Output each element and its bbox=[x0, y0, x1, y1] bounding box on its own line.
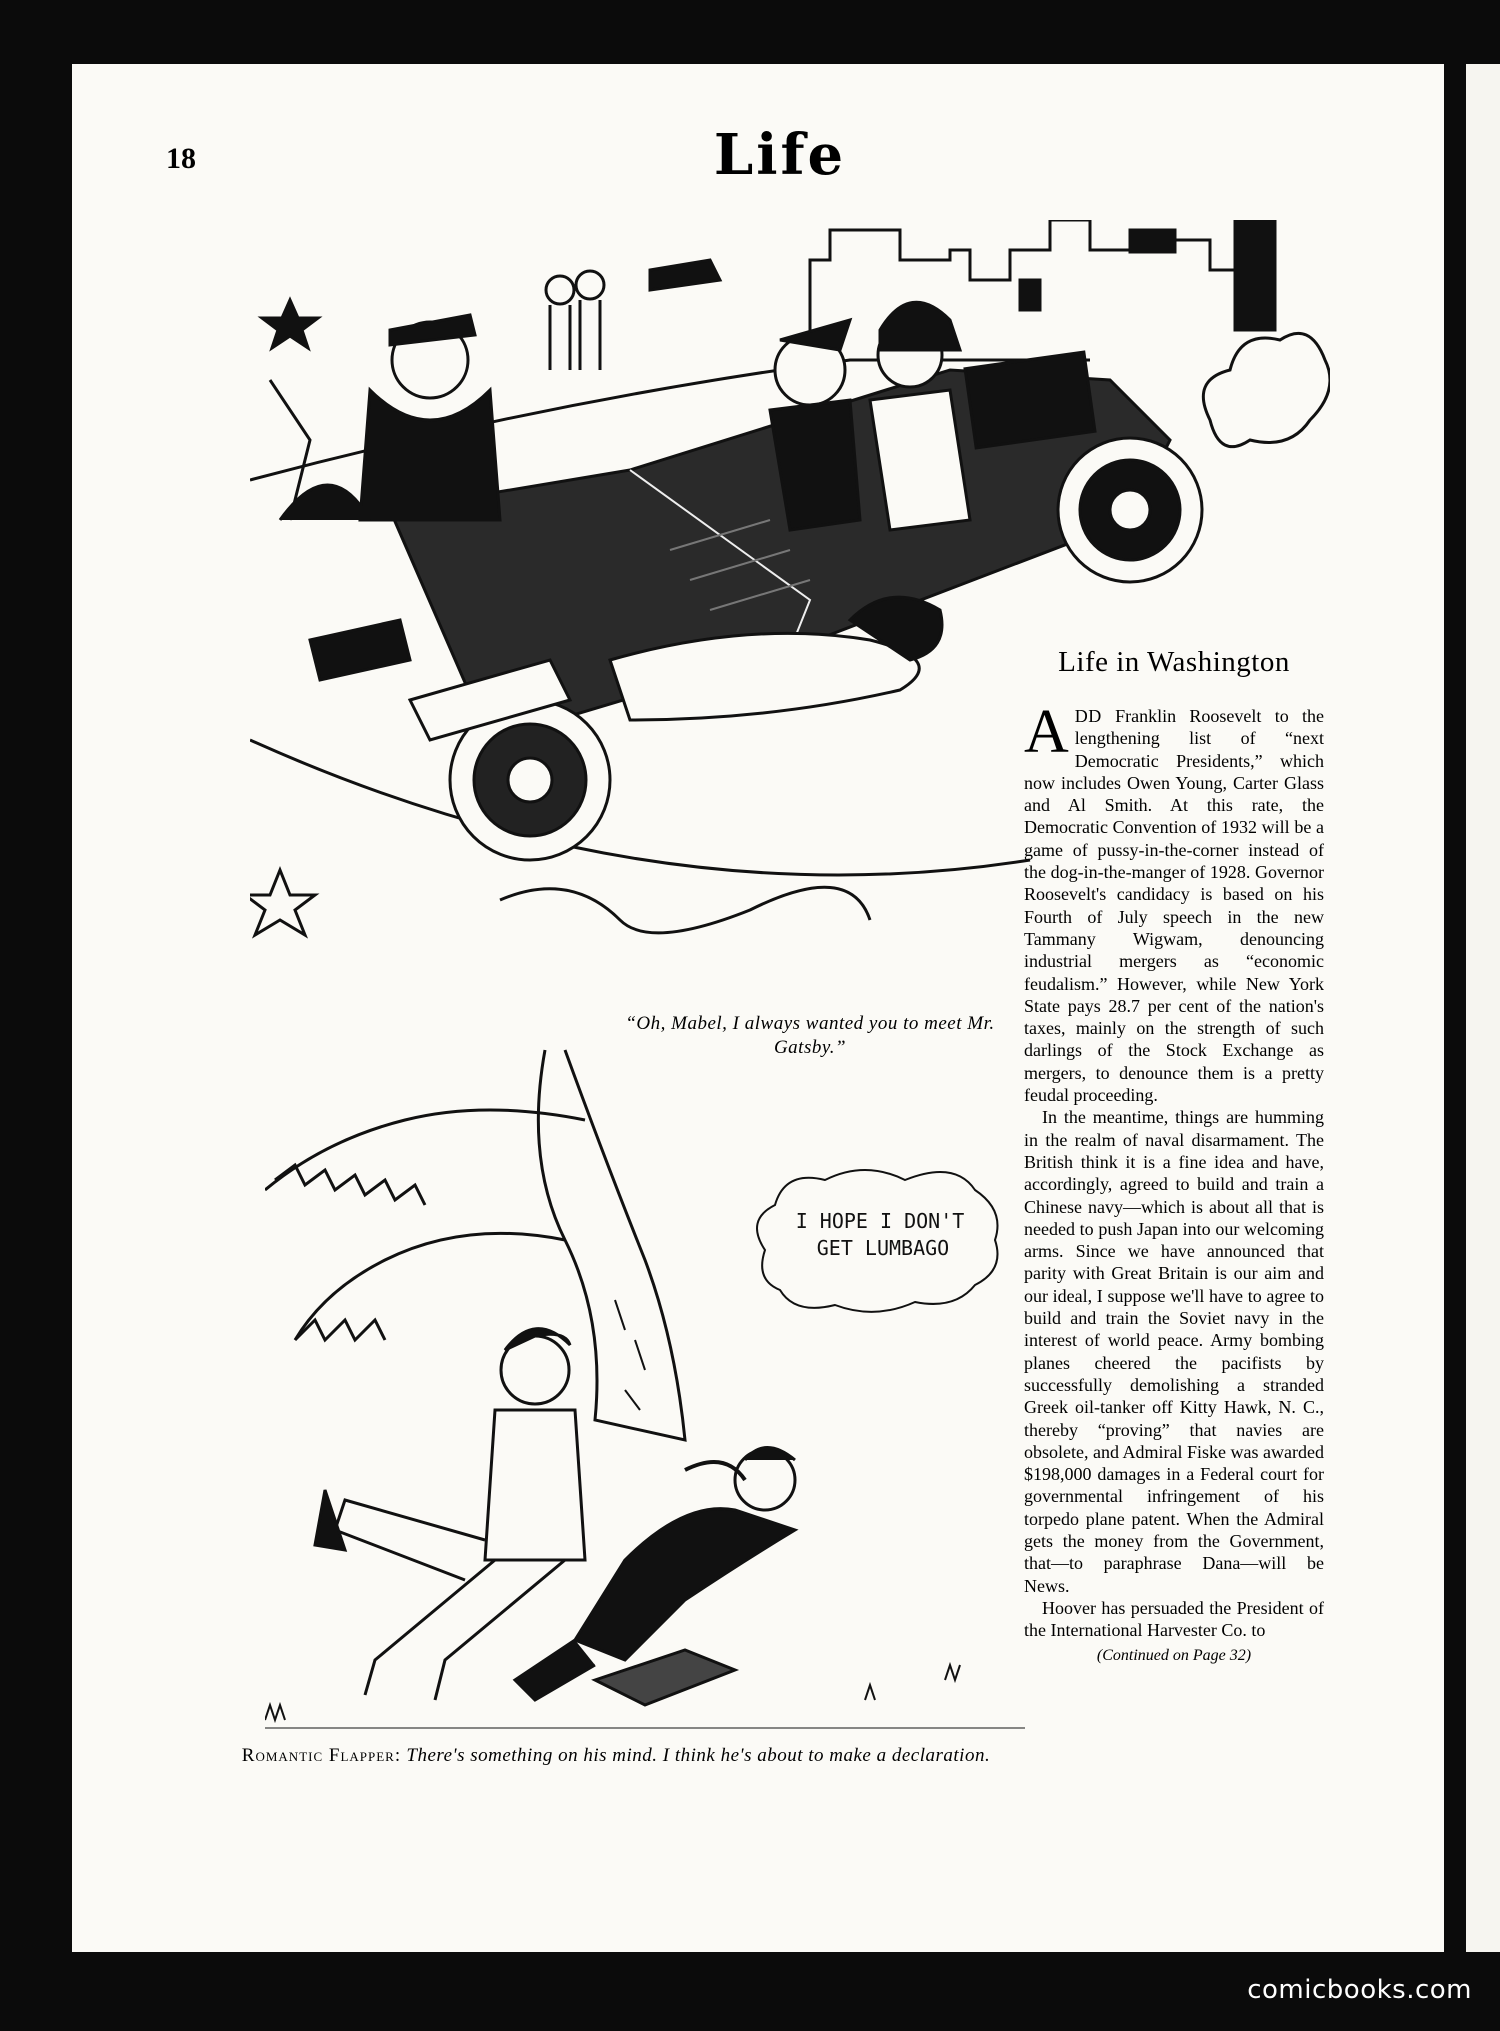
site-watermark: comicbooks.com bbox=[1247, 1975, 1472, 2005]
flapper-cartoon-illustration bbox=[265, 1040, 1025, 1730]
caption-speaker: Romantic Flapper: bbox=[241, 1745, 402, 1766]
page-number: 18 bbox=[166, 142, 196, 175]
top-cartoon-caption-text: “Oh, Mabel, I always wanted you to meet Mr. Gatsby.” bbox=[625, 1013, 995, 1058]
facing-page-edge bbox=[1466, 64, 1500, 1952]
speech-line-1: I HOPE I DON'T bbox=[795, 1209, 965, 1233]
article-paragraph-1 bbox=[1024, 698, 1324, 1106]
bottom-cartoon-caption bbox=[236, 1744, 996, 1768]
bottom-cartoon-caption-text: There's something on his mind. I think he's about to make a declaration. bbox=[406, 1745, 991, 1766]
flapper-cartoon-drawing bbox=[265, 1040, 1025, 1730]
article-title: Life in Washington bbox=[1058, 646, 1290, 678]
article-column bbox=[1024, 646, 1324, 1665]
lead-caps: DD bbox=[1074, 706, 1102, 726]
masthead: Life bbox=[713, 122, 847, 188]
paragraph-1-text: Franklin Roosevelt to the lengthening list of “next Democratic Presidents,” which now includes Owen Young, Carter Glass and Al Smith. At this rate, the Democratic Convention of 1932 will be a game of pussy-in-the-corner instead of the dog-in-the-manger of 1928. Governor Roosevelt's candidacy is based on his Fourth of July speech in the new Tammany Wigwam, denouncing industrial mergers as “economic feudalism.” However, while New York State pays 28.7 per cent of the nation's taxes, mainly on the strength of such darlings of the Stock Exchange as mergers, to denounce them is a pretty feudal proceeding. bbox=[1024, 706, 1324, 1106]
continued-note: (Continued on Page 32) bbox=[1096, 1647, 1252, 1665]
drop-cap: A bbox=[1024, 698, 1069, 766]
article-paragraph-2: In the meantime, things are humming in the realm of naval disarmament. The British think it is a fine idea and have, accordingly, agreed to build and train a Chinese navy—which is about all that is needed to push Japan into our welcoming arms. Since we have announced that parity with Great Britain is our aim and our ideal, I suppose we'll have to agree to build and train the Soviet navy in the interest of world peace. Army bombing planes cheered the pacifists by successfully demolishing a stranded Greek oil-tanker off Kitty Hawk, N. C., thereby “proving” that navies are obsolete, and Admiral Fiske was awarded $198,000 damages in a Federal court for governmental infringement of his torpedo plane patent. When the Admiral gets the money from the Government, that—to paraphrase Dana—will be News. bbox=[1024, 1107, 1324, 1596]
speech-line-2: GET LUMBAGO bbox=[816, 1236, 950, 1260]
article-paragraph-3: Hoover has persuaded the President of the International Harvester Co. to bbox=[1024, 1597, 1324, 1641]
